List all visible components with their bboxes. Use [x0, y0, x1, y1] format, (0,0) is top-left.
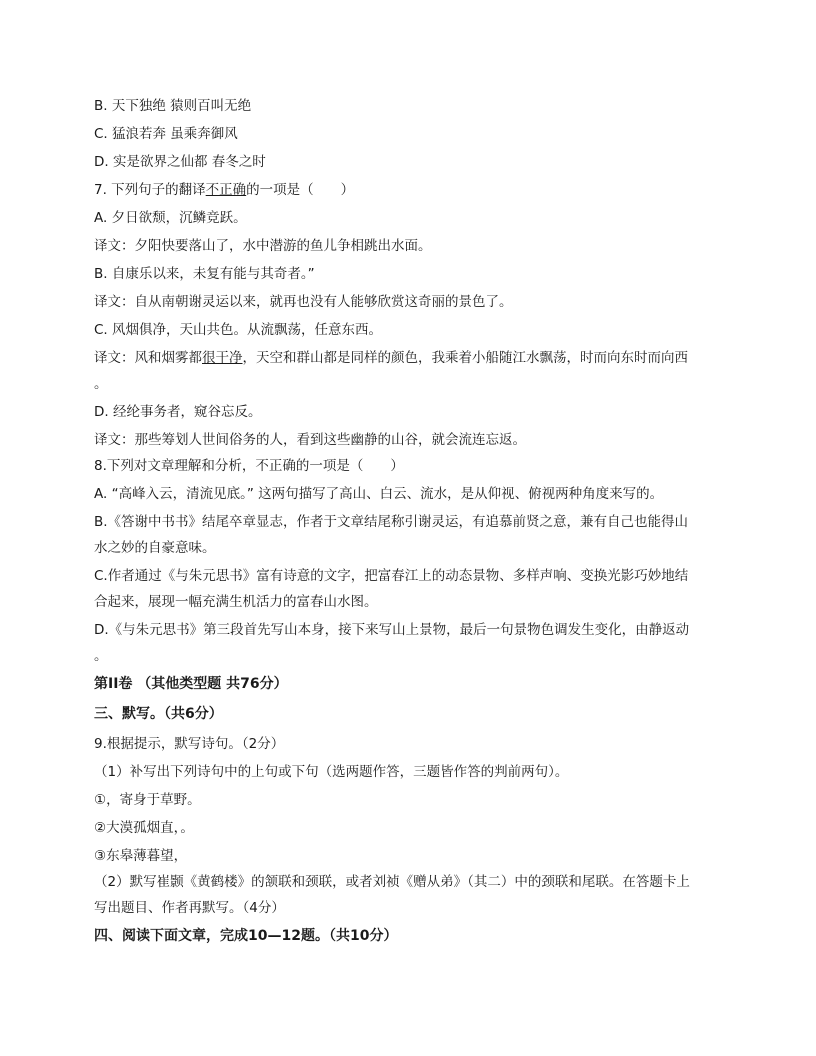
q9-part-2: （2）默写崔颢《黄鹤楼》的颔联和颈联，或者刘祯《赠从弟》（其二）中的颈联和尾联。在答题卡上 — [94, 874, 690, 890]
q9-part-1: （1）补写出下列诗句中的上句或下句（选两题作答，三题皆作答的判前两句）。 — [94, 764, 569, 780]
q7-translation-c-wrap: 。 — [94, 376, 108, 392]
q8-option-b-wrap: 水之妙的自豪意味。 — [94, 540, 216, 556]
question-7-underline: 不正确 — [205, 182, 247, 198]
question-8: 8.下列对文章理解和分析，不正确的一项是（ ） — [94, 458, 404, 474]
section-4-heading: 四、阅读下面文章，完成10—12题。（共10分） — [94, 928, 398, 944]
q7-translation-c-post: ，天空和群山都是同样的颜色，我乘着小船随江水飘荡，时而向东时而向西 — [242, 350, 688, 366]
q7-translation-d: 译文：那些筹划人世间俗务的人，看到这些幽静的山谷，就会流连忘返。 — [94, 432, 526, 448]
q7-option-c: C. 风烟俱净，天山共色。从流飘荡，任意东西。 — [94, 322, 383, 338]
q8-option-c-wrap: 合起来，展现一幅充满生机活力的富春山水图。 — [94, 594, 378, 610]
option-d-line: D. 实是欲界之仙都 春冬之时 — [94, 154, 266, 170]
q8-option-a: A. “高峰入云，清流见底。” 这两句描写了高山、白云、流水，是从仰视、俯视两种角度来写的。 — [94, 486, 664, 502]
volume-2-heading: 第II卷 （其他类型题 共76分） — [94, 676, 288, 692]
question-7 — [94, 180, 734, 200]
q9-item-2: ②大漠孤烟直，。 — [94, 820, 194, 836]
q7-translation-a: 译文：夕阳快要落山了，水中潜游的鱼儿争相跳出水面。 — [94, 238, 432, 254]
q9-item-1: ①，寄身于草野。 — [94, 792, 201, 808]
q7-option-d: D. 经纶事务者，窥谷忘反。 — [94, 404, 262, 420]
q8-option-c: C.作者通过《与朱元思书》富有诗意的文字，把富春江上的动态景物、多样声响、变换光影巧妙地结 — [94, 568, 689, 584]
q7-translation-b: 译文：自从南朝谢灵运以来，就再也没有人能够欣赏这奇丽的景色了。 — [94, 294, 513, 310]
q9-item-3: ③东皋薄暮望， — [94, 848, 188, 864]
section-3-heading: 三、默写。（共6分） — [94, 706, 223, 722]
q9-part-2-wrap: 写出题目、作者再默写。（4分） — [94, 900, 285, 916]
question-7-pre: 7. 下列句子的翻译 — [94, 182, 206, 198]
q7-translation-c — [94, 348, 734, 368]
q7-translation-c-pre: 译文：风和烟雾都 — [94, 350, 202, 366]
q8-option-d-wrap: 。 — [94, 648, 108, 664]
q8-option-b: B.《答谢中书书》结尾卒章显志，作者于文章结尾称引谢灵运，有追慕前贤之意，兼有自己也能得山 — [94, 514, 689, 530]
q8-option-d: D.《与朱元思书》第三段首先写山本身，接下来写山上景物，最后一句景物色调发生变化，由静返动 — [94, 622, 690, 638]
option-c-line: C. 猛浪若奔 虽乘奔御风 — [94, 126, 238, 142]
question-7-post: 的一项是（ ） — [246, 182, 355, 198]
option-b-line: B. 天下独绝 猿则百叫无绝 — [94, 98, 252, 114]
question-9: 9.根据提示，默写诗句。（2分） — [94, 736, 285, 752]
q7-option-b: B. 自康乐以来，未复有能与其奇者。” — [94, 266, 315, 282]
q7-option-a: A. 夕日欲颓，沉鳞竞跃。 — [94, 210, 247, 226]
q7-translation-c-underline: 很干净 — [202, 350, 243, 366]
